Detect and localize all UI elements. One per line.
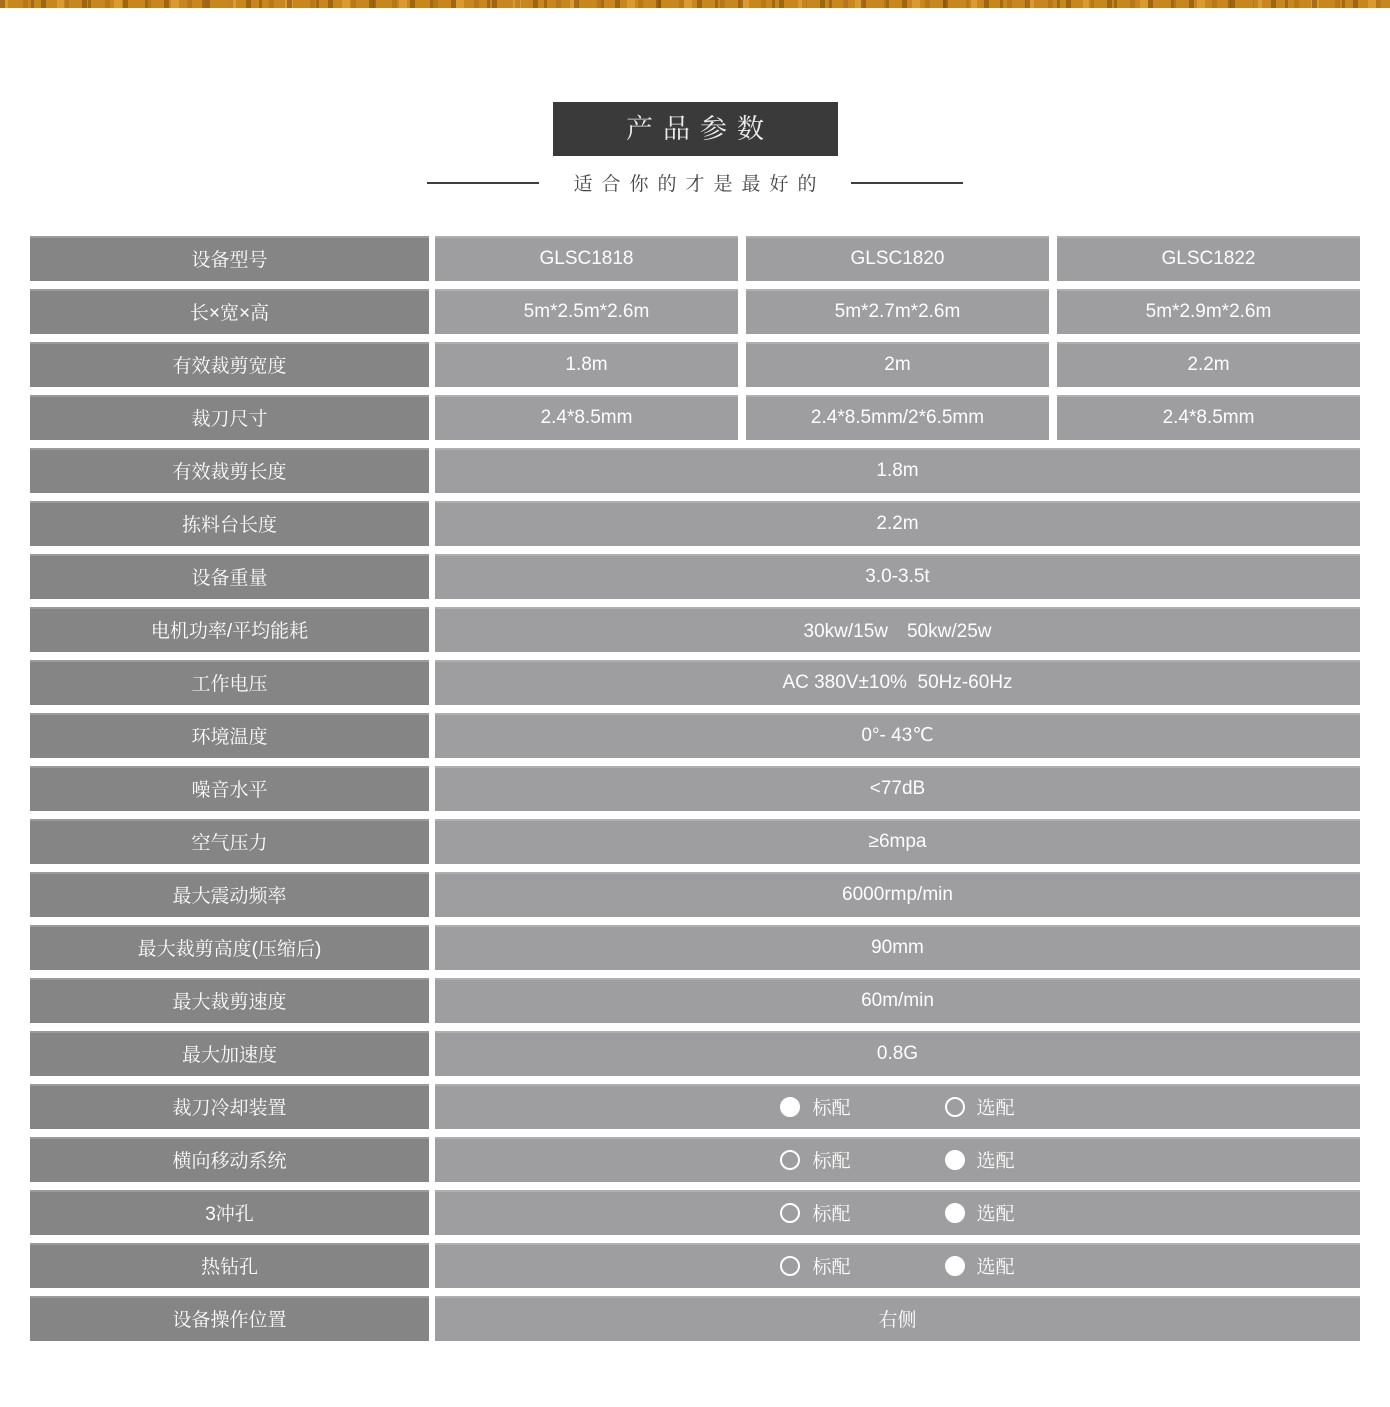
standard-label: 标配 xyxy=(812,1098,851,1119)
row-options xyxy=(435,1190,1360,1235)
row-label: 工作电压 xyxy=(30,660,429,705)
row-label: 最大震动频率 xyxy=(30,872,429,917)
row-label: 最大裁剪速度 xyxy=(30,978,429,1023)
row-value: 1.8m xyxy=(435,448,1360,493)
optional-option xyxy=(945,1252,1015,1279)
table-row-device-model xyxy=(30,236,1360,281)
row-label: 长×宽×高 xyxy=(30,289,429,334)
row-label: 设备操作位置 xyxy=(30,1296,429,1341)
optional-option xyxy=(945,1199,1015,1226)
dimension-cell-2: 5m*2.7m*2.6m xyxy=(746,289,1049,334)
radio-optional-icon xyxy=(945,1150,965,1170)
row-label: 3冲孔 xyxy=(30,1190,429,1235)
subtitle-line-left xyxy=(427,182,539,184)
standard-label: 标配 xyxy=(812,1151,851,1172)
row-label: 空气压力 xyxy=(30,819,429,864)
standard-label: 标配 xyxy=(812,1204,851,1225)
page-title: 产品参数 xyxy=(553,102,838,156)
row-label: 最大加速度 xyxy=(30,1031,429,1076)
dimension-cell-1: 5m*2.5m*2.6m xyxy=(435,289,738,334)
subtitle-row xyxy=(0,169,1390,196)
model-cell-3: GLSC1822 xyxy=(1057,236,1360,281)
table-row-hot-drilling xyxy=(30,1243,1360,1288)
row-label: 设备重量 xyxy=(30,554,429,599)
subtitle-line-right xyxy=(851,182,963,184)
table-row-noise-level xyxy=(30,766,1360,811)
gold-texture-strip xyxy=(0,0,1390,8)
row-label: 裁刀尺寸 xyxy=(30,395,429,440)
row-label: 最大裁剪高度(压缩后) xyxy=(30,925,429,970)
row-label: 热钻孔 xyxy=(30,1243,429,1288)
spec-table xyxy=(30,236,1360,1401)
table-row-operation-position xyxy=(30,1296,1360,1341)
section-header xyxy=(0,8,1390,196)
optional-label: 选配 xyxy=(976,1151,1015,1172)
row-label: 横向移动系统 xyxy=(30,1137,429,1182)
blade-size-cell-1: 2.4*8.5mm xyxy=(435,395,738,440)
table-row-picking-table-length xyxy=(30,501,1360,546)
table-row-max-cutting-speed xyxy=(30,978,1360,1023)
row-value: 0.8G xyxy=(435,1031,1360,1076)
table-row-max-cutting-height xyxy=(30,925,1360,970)
table-row-cutting-width xyxy=(30,342,1360,387)
table-row-dimensions xyxy=(30,289,1360,334)
standard-option xyxy=(780,1252,850,1279)
row-value: ≥6mpa xyxy=(435,819,1360,864)
table-row-lateral-move-system xyxy=(30,1137,1360,1182)
standard-option xyxy=(780,1146,850,1173)
row-options xyxy=(435,1137,1360,1182)
dimension-cell-3: 5m*2.9m*2.6m xyxy=(1057,289,1360,334)
row-value: 6000rmp/min xyxy=(435,872,1360,917)
table-row-blade-cooling xyxy=(30,1084,1360,1129)
row-label: 电机功率/平均能耗 xyxy=(30,607,429,652)
table-row-max-acceleration xyxy=(30,1031,1360,1076)
row-label: 设备型号 xyxy=(30,236,429,281)
cutting-width-cell-2: 2m xyxy=(746,342,1049,387)
row-value: AC 380V±10% 50Hz-60Hz xyxy=(435,660,1360,705)
optional-label: 选配 xyxy=(976,1204,1015,1225)
row-label: 环境温度 xyxy=(30,713,429,758)
radio-standard-icon xyxy=(780,1203,800,1223)
table-row-motor-power xyxy=(30,607,1360,652)
row-value: <77dB xyxy=(435,766,1360,811)
radio-optional-icon xyxy=(945,1203,965,1223)
cutting-width-cell-3: 2.2m xyxy=(1057,342,1360,387)
row-label: 有效裁剪长度 xyxy=(30,448,429,493)
standard-option xyxy=(780,1093,850,1120)
table-row-cutting-length xyxy=(30,448,1360,493)
optional-option xyxy=(945,1093,1015,1120)
row-label: 拣料台长度 xyxy=(30,501,429,546)
row-label: 裁刀冷却装置 xyxy=(30,1084,429,1129)
row-options xyxy=(435,1084,1360,1129)
table-row-3-punch xyxy=(30,1190,1360,1235)
table-row-ambient-temperature xyxy=(30,713,1360,758)
row-value: 右侧 xyxy=(435,1296,1360,1341)
model-cell-1: GLSC1818 xyxy=(435,236,738,281)
radio-optional-icon xyxy=(945,1097,965,1117)
table-row-air-pressure xyxy=(30,819,1360,864)
table-row-max-vibration-frequency xyxy=(30,872,1360,917)
row-value: 2.2m xyxy=(435,501,1360,546)
optional-label: 选配 xyxy=(976,1257,1015,1278)
row-label: 有效裁剪宽度 xyxy=(30,342,429,387)
row-label: 噪音水平 xyxy=(30,766,429,811)
blade-size-cell-3: 2.4*8.5mm xyxy=(1057,395,1360,440)
standard-option xyxy=(780,1199,850,1226)
row-value: 30kw/15w 50kw/25w xyxy=(435,607,1360,652)
row-value: 3.0-3.5t xyxy=(435,554,1360,599)
row-options xyxy=(435,1243,1360,1288)
row-value: 60m/min xyxy=(435,978,1360,1023)
row-value: 90mm xyxy=(435,925,1360,970)
radio-standard-icon xyxy=(780,1150,800,1170)
blade-size-cell-2: 2.4*8.5mm/2*6.5mm xyxy=(746,395,1049,440)
optional-label: 选配 xyxy=(976,1098,1015,1119)
standard-label: 标配 xyxy=(812,1257,851,1278)
model-cell-2: GLSC1820 xyxy=(746,236,1049,281)
table-row-device-weight xyxy=(30,554,1360,599)
cutting-width-cell-1: 1.8m xyxy=(435,342,738,387)
table-row-blade-size xyxy=(30,395,1360,440)
radio-standard-icon xyxy=(780,1256,800,1276)
radio-standard-icon xyxy=(780,1097,800,1117)
optional-option xyxy=(945,1146,1015,1173)
page-subtitle: 适合你的才是最好的 xyxy=(573,174,826,195)
row-value: 0°- 43℃ xyxy=(435,713,1360,758)
table-row-working-voltage xyxy=(30,660,1360,705)
radio-optional-icon xyxy=(945,1256,965,1276)
